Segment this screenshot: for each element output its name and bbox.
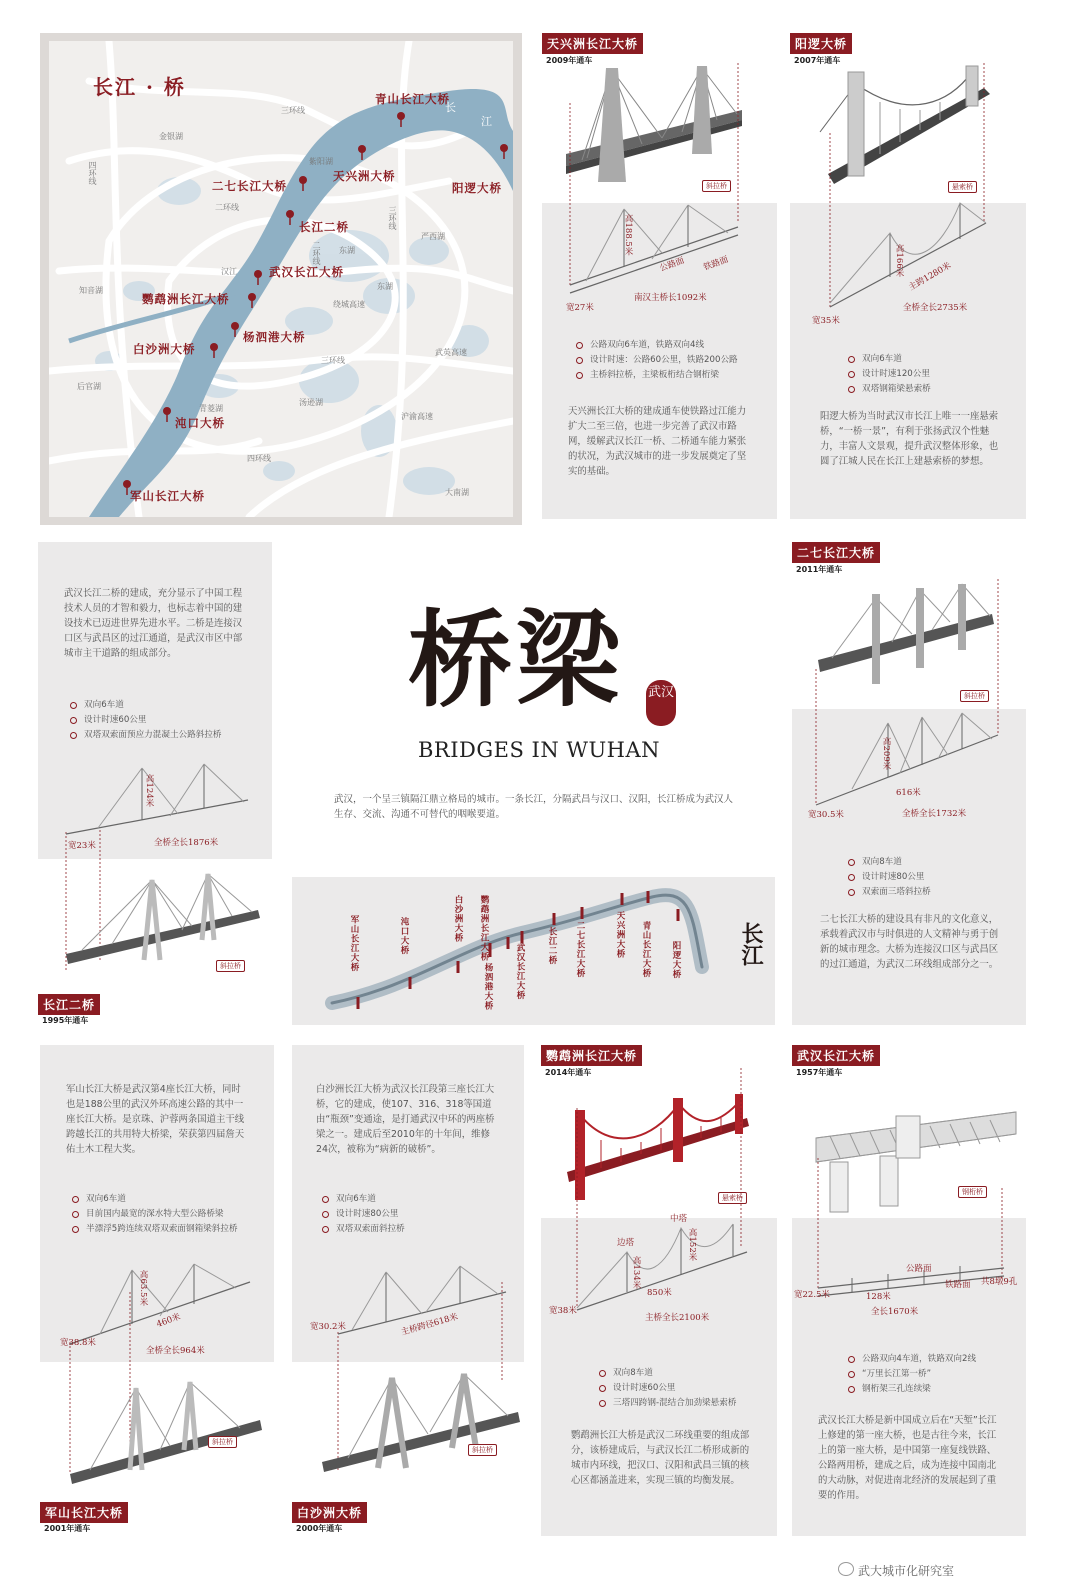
baishazhou-diagram xyxy=(292,1262,524,1372)
map-label-junshan: 军山长江大桥 xyxy=(130,489,205,503)
yangluo-year: 2007年通车 xyxy=(794,56,841,65)
wuhan1-piers: 共8墩9孔 xyxy=(981,1277,1018,1287)
yingwuzhou-desc: 鹦鹉洲长江大桥是武汉二环线重要的组成部分，该桥建成后，与武汉长江二桥形成新的城市内环线，把汉口、汉阳和武昌三镇的核心区都涵盖进来，实现三镇的均衡发展。 xyxy=(571,1430,750,1486)
junshan-desc: 军山长江大桥是武汉第4座长江大桥，同时也是188公里的武汉外环高速公路的其中一座长江大桥。是京珠、沪蓉两条国道主干线跨越长江的共用特大桥梁，荣获第四届詹天佑土木工程大奖。 xyxy=(66,1084,245,1155)
erqi-total: 全桥全长1732米 xyxy=(902,809,967,819)
map-road-5: 三环线 xyxy=(388,206,397,230)
wuhan1-illustration xyxy=(800,1098,1030,1218)
baishazhou-illustration xyxy=(318,1372,550,1492)
changjiang2-specs xyxy=(68,698,222,743)
changjiang2-year: 1995年通车 xyxy=(42,1016,89,1025)
spec-item: 双索面三塔斜拉桥 xyxy=(846,885,931,900)
yangluo-specs xyxy=(846,352,931,397)
baishazhou-year: 2000年通车 xyxy=(296,1524,343,1533)
yangluo-illustration xyxy=(790,62,1020,202)
wuhan1-width: 宽22.5米 xyxy=(794,1290,830,1300)
map-road-6: 二环线 xyxy=(312,241,321,265)
map-lake-5: 严西湖 xyxy=(421,232,445,241)
map-road-8: 三环线 xyxy=(321,356,345,365)
wuhan1-title: 武汉长江大桥 xyxy=(792,1045,880,1066)
map-road-9: 四环线 xyxy=(247,454,271,463)
tianxingzhou-year: 2009年通车 xyxy=(546,56,593,65)
baishazhou-specs xyxy=(320,1192,405,1237)
erqi-specs xyxy=(846,855,931,900)
erqi-type-stamp: 斜拉桥 xyxy=(960,690,989,702)
map-label-yingwuzhou: 鹦鹉洲长江大桥 xyxy=(142,292,230,306)
map-lake-7: 青菱湖 xyxy=(199,404,223,413)
map-lake-1: 金银湖 xyxy=(159,132,183,141)
bridge-strip xyxy=(292,877,775,1025)
yingwuzhou-title: 鹦鹉洲长江大桥 xyxy=(541,1045,642,1066)
changjiang2-width: 宽23米 xyxy=(68,841,96,851)
tianxingzhou-height: 高188.5米 xyxy=(623,214,633,256)
spec-item: 双向6车道 xyxy=(846,352,931,367)
map-label-baishazhou: 白沙洲大桥 xyxy=(133,342,196,356)
erqi-title: 二七长江大桥 xyxy=(792,542,880,563)
strip-label-zhuankou: 沌口大桥 xyxy=(399,917,409,955)
strip-label-yangluo: 阳逻大桥 xyxy=(671,941,681,979)
junshan-specs xyxy=(70,1192,238,1237)
wuhan1-specs xyxy=(846,1352,976,1397)
map-river-char-2: 江 xyxy=(481,115,492,128)
spec-item: 双向8车道 xyxy=(597,1366,736,1381)
map-label-wuhan1: 武汉长江大桥 xyxy=(269,265,344,279)
tianxingzhou-specs xyxy=(574,338,738,383)
erqi-diagram xyxy=(792,709,1026,819)
wuhan1-year: 1957年通车 xyxy=(796,1068,843,1077)
map-road-10: 沪渝高速 xyxy=(401,412,433,421)
yingwuzhou-side: 边塔 xyxy=(617,1238,635,1248)
spec-item: 三塔四跨钢-混结合加劲梁悬索桥 xyxy=(597,1396,736,1411)
wuhan1-total: 全长1670米 xyxy=(871,1307,919,1317)
tianxingzhou-road: 公路面 xyxy=(658,255,686,275)
junshan-width: 宽38.8米 xyxy=(60,1338,96,1348)
map xyxy=(49,41,513,517)
yingwuzhou-total: 主桥全长2100米 xyxy=(645,1313,710,1323)
baishazhou-type-stamp: 斜拉桥 xyxy=(468,1444,497,1456)
map-title: 长江 · 桥 xyxy=(93,75,186,99)
spec-item: 设计时速60公里 xyxy=(597,1381,736,1396)
yangluo-span: 主跨1280米 xyxy=(907,260,953,293)
map-road-7: 绕城高速 xyxy=(333,300,365,309)
yingwuzhou-type-stamp: 悬索桥 xyxy=(718,1192,747,1204)
yingwuzhou-width: 宽38米 xyxy=(549,1306,577,1316)
main-title: 桥梁 xyxy=(408,598,625,721)
map-lake-8: 大南湖 xyxy=(445,488,469,497)
main-subtitle: BRIDGES IN WUHAN xyxy=(418,738,661,762)
strip-label-junshan: 军山长江大桥 xyxy=(349,915,359,972)
erqi-width: 宽30.5米 xyxy=(808,810,844,820)
changjiang2-height: 高124米 xyxy=(144,774,154,808)
changjiang2-desc: 武汉长江二桥的建成，充分显示了中国工程技术人员的才智和毅力，也标志着中国的建设技术已迈进世界先进水平。二桥是连接汉口区与武昌区的过江通道，是武汉市区中部城市主干道路的组成部分。 xyxy=(64,588,243,659)
wuhan1-rail: 铁路面 xyxy=(945,1280,971,1290)
strip-label-yangsigang: 杨泗港大桥 xyxy=(483,963,493,1011)
yingwuzhou-mid: 中塔 xyxy=(670,1214,688,1224)
map-river-char-1: 长 xyxy=(445,101,456,114)
tianxingzhou-title: 天兴洲长江大桥 xyxy=(542,33,643,54)
yingwuzhou-year: 2014年通车 xyxy=(545,1068,592,1077)
strip-river-label: 长江 xyxy=(738,922,764,966)
strip-label-erqi: 二七长江大桥 xyxy=(575,921,585,978)
yangluo-desc: 阳逻大桥为当时武汉市长江上唯一一座悬索桥，“一桥一景”，有利于张扬武汉个性魅力，丰富人文景观，提升武汉整体形象，也圆了江城人民在长江上建悬索桥的梦想。 xyxy=(820,411,999,467)
spec-item: 双向6车道 xyxy=(70,1192,238,1207)
yangluo-height: 高166米 xyxy=(894,244,904,278)
tianxingzhou-illustration xyxy=(542,62,782,202)
erqi-illustration xyxy=(792,584,1022,704)
yingwuzhou-span: 850米 xyxy=(647,1288,672,1298)
map-road-1: 三环线 xyxy=(281,106,305,115)
baishazhou-title: 白沙洲大桥 xyxy=(292,1502,367,1523)
map-road-3: 二环线 xyxy=(215,203,239,212)
erqi-year: 2011年通车 xyxy=(796,565,843,574)
spec-item: 公路双向4车道，铁路双向2线 xyxy=(846,1352,976,1367)
yangluo-diagram xyxy=(790,203,1026,313)
junshan-height: 高63.5米 xyxy=(138,1270,148,1306)
map-road-4: 汉江 xyxy=(221,267,237,276)
tianxingzhou-width: 宽27米 xyxy=(566,303,594,313)
tianxingzhou-rail: 铁路面 xyxy=(702,254,730,274)
map-road-2: 四环线 xyxy=(88,161,97,185)
map-frame xyxy=(40,33,522,525)
map-label-zhuankou: 沌口大桥 xyxy=(175,416,225,430)
changjiang2-title: 长江二桥 xyxy=(38,994,100,1015)
changjiang2-total: 全桥全长1876米 xyxy=(154,838,219,848)
wuhan1-desc: 武汉长江大桥是新中国成立后在“天堑”长江上修建的第一座大桥，也是古往今来，长江上的第一座大桥，是中国第一座复线铁路、公路两用桥，建成之后，成为连接中国南北的大动脉，对促进南北经济的发展起到了重要的作用。 xyxy=(818,1415,997,1501)
baishazhou-span: 主桥跨径618米 xyxy=(400,1312,460,1338)
strip-label-yingwuzhou: 鹦鹉洲长江大桥 xyxy=(479,895,489,962)
strip-label-tianxingzhou: 天兴洲大桥 xyxy=(615,911,625,959)
spec-item: 设计时速80公里 xyxy=(846,870,931,885)
wuhan1-span: 128米 xyxy=(866,1292,891,1302)
map-label-qingshan: 青山长江大桥 xyxy=(375,92,450,106)
tianxingzhou-type-stamp: 斜拉桥 xyxy=(702,180,731,192)
main-intro: 武汉，一个呈三镇隔江鼎立格局的城市。一条长江，分隔武昌与汉口、汉阳，长江桥成为武汉人生存、交流、沟通不可替代的咽喉要道。 xyxy=(334,794,734,820)
map-label-tianxingzhou: 天兴洲大桥 xyxy=(333,169,396,183)
map-lake-9: 紫阳湖 xyxy=(309,157,333,166)
map-lake-4: 东湖 xyxy=(377,282,393,291)
spec-item: 设计时速80公里 xyxy=(320,1207,405,1222)
yangluo-title: 阳逻大桥 xyxy=(790,33,852,54)
wuhan-seal: 武汉 xyxy=(646,680,676,726)
spec-item: 钢桁架三孔连续梁 xyxy=(846,1382,976,1397)
strip-river xyxy=(292,877,775,1025)
map-lake-6: 汤逊湖 xyxy=(299,398,323,407)
spec-item: 双塔双索面斜拉桥 xyxy=(320,1222,405,1237)
yingwuzhou-h1: 高134米 xyxy=(631,1256,641,1290)
strip-label-baishazhou: 白沙洲大桥 xyxy=(453,895,463,943)
map-road-12: 东湖 xyxy=(339,246,355,255)
yingwuzhou-specs xyxy=(597,1366,736,1411)
erqi-height: 高209米 xyxy=(881,737,891,771)
junshan-year: 2001年通车 xyxy=(44,1524,91,1533)
strip-label-changjiang2: 长江二桥 xyxy=(547,927,557,965)
spec-item: 设计时速：公路60公里，铁路200公路 xyxy=(574,353,738,368)
spec-item: 目前国内最宽的深水特大型公路桥梁 xyxy=(70,1207,238,1222)
junshan-illustration xyxy=(60,1380,294,1490)
junshan-title: 军山长江大桥 xyxy=(40,1502,128,1523)
map-lake-3: 后官湖 xyxy=(77,382,101,391)
spec-item: “万里长江第一桥” xyxy=(846,1367,976,1382)
yangluo-type-stamp: 悬索桥 xyxy=(948,181,977,193)
tianxingzhou-span: 南汉主桥长1092米 xyxy=(634,293,707,303)
erqi-desc: 二七长江大桥的建设具有非凡的文化意义，承载着武汉市与时俱进的人文精神与勇于创新的城市理念。大桥为连接汉口区与武昌区的过江通道，为武汉二环线组成部分之一。 xyxy=(820,914,999,970)
baishazhou-desc: 白沙洲长江大桥为武汉长江段第三座长江大桥，它的建成，使107、316、318等国道由“瓶颈”变通途，是打通武汉中环的两座桥梁之一。建成后至2010年的十年间，维修24次，被称为“病新的破桥”。 xyxy=(316,1084,495,1155)
strip-label-wuhan1: 武汉长江大桥 xyxy=(515,943,525,1000)
yingwuzhou-h2: 高152米 xyxy=(687,1228,697,1262)
map-label-yangluo: 阳逻大桥 xyxy=(452,181,502,195)
spec-item: 双向8车道 xyxy=(846,855,931,870)
erqi-span: 616米 xyxy=(896,788,921,798)
credit: 武大城市化研究室 xyxy=(858,1564,955,1578)
strip-label-qingshan: 青山长江大桥 xyxy=(641,921,651,978)
wechat-icon xyxy=(838,1562,854,1576)
changjiang2-illustration xyxy=(52,870,286,980)
spec-item: 主桥斜拉桥，主梁板桁结合钢桁梁 xyxy=(574,368,738,383)
junshan-total: 全桥全长964米 xyxy=(146,1346,205,1356)
spec-item: 双塔钢箱梁悬索桥 xyxy=(846,382,931,397)
baishazhou-width: 宽30.2米 xyxy=(310,1322,346,1332)
wuhan1-type-stamp: 钢桁桥 xyxy=(958,1186,987,1198)
tianxingzhou-desc: 天兴洲长江大桥的建成通车使铁路过江能力扩大二至三倍，也进一步完善了武汉市路网，缓解武汉长江一桥、二桥通车能力紧张的状况，为武汉城市的进一步发展奠定了坚实的基础。 xyxy=(568,406,747,477)
spec-item: 设计时速60公里 xyxy=(68,713,222,728)
spec-item: 双塔双索面预应力混凝土公路斜拉桥 xyxy=(68,728,222,743)
spec-item: 设计时速120公里 xyxy=(846,367,931,382)
map-label-changjiang2: 长江二桥 xyxy=(299,220,349,234)
yangluo-width: 宽35米 xyxy=(812,316,840,326)
wuhan1-road: 公路面 xyxy=(906,1264,932,1274)
map-label-yangsigang: 杨泗港大桥 xyxy=(243,330,306,344)
spec-item: 半漂浮5跨连续双塔双索面钢箱梁斜拉桥 xyxy=(70,1222,238,1237)
map-lake-2: 知音湖 xyxy=(79,286,103,295)
map-road-11: 武英高速 xyxy=(435,348,467,357)
spec-item: 双向6车道 xyxy=(320,1192,405,1207)
spec-item: 双向6车道 xyxy=(68,698,222,713)
map-label-erqi: 二七长江大桥 xyxy=(212,179,287,193)
yangluo-total: 全桥全长2735米 xyxy=(903,303,968,313)
changjiang2-type-stamp: 斜拉桥 xyxy=(216,960,245,972)
spec-item: 公路双向6车道，铁路双向4线 xyxy=(574,338,738,353)
junshan-span: 460米 xyxy=(155,1312,183,1330)
junshan-type-stamp: 斜拉桥 xyxy=(208,1436,237,1448)
